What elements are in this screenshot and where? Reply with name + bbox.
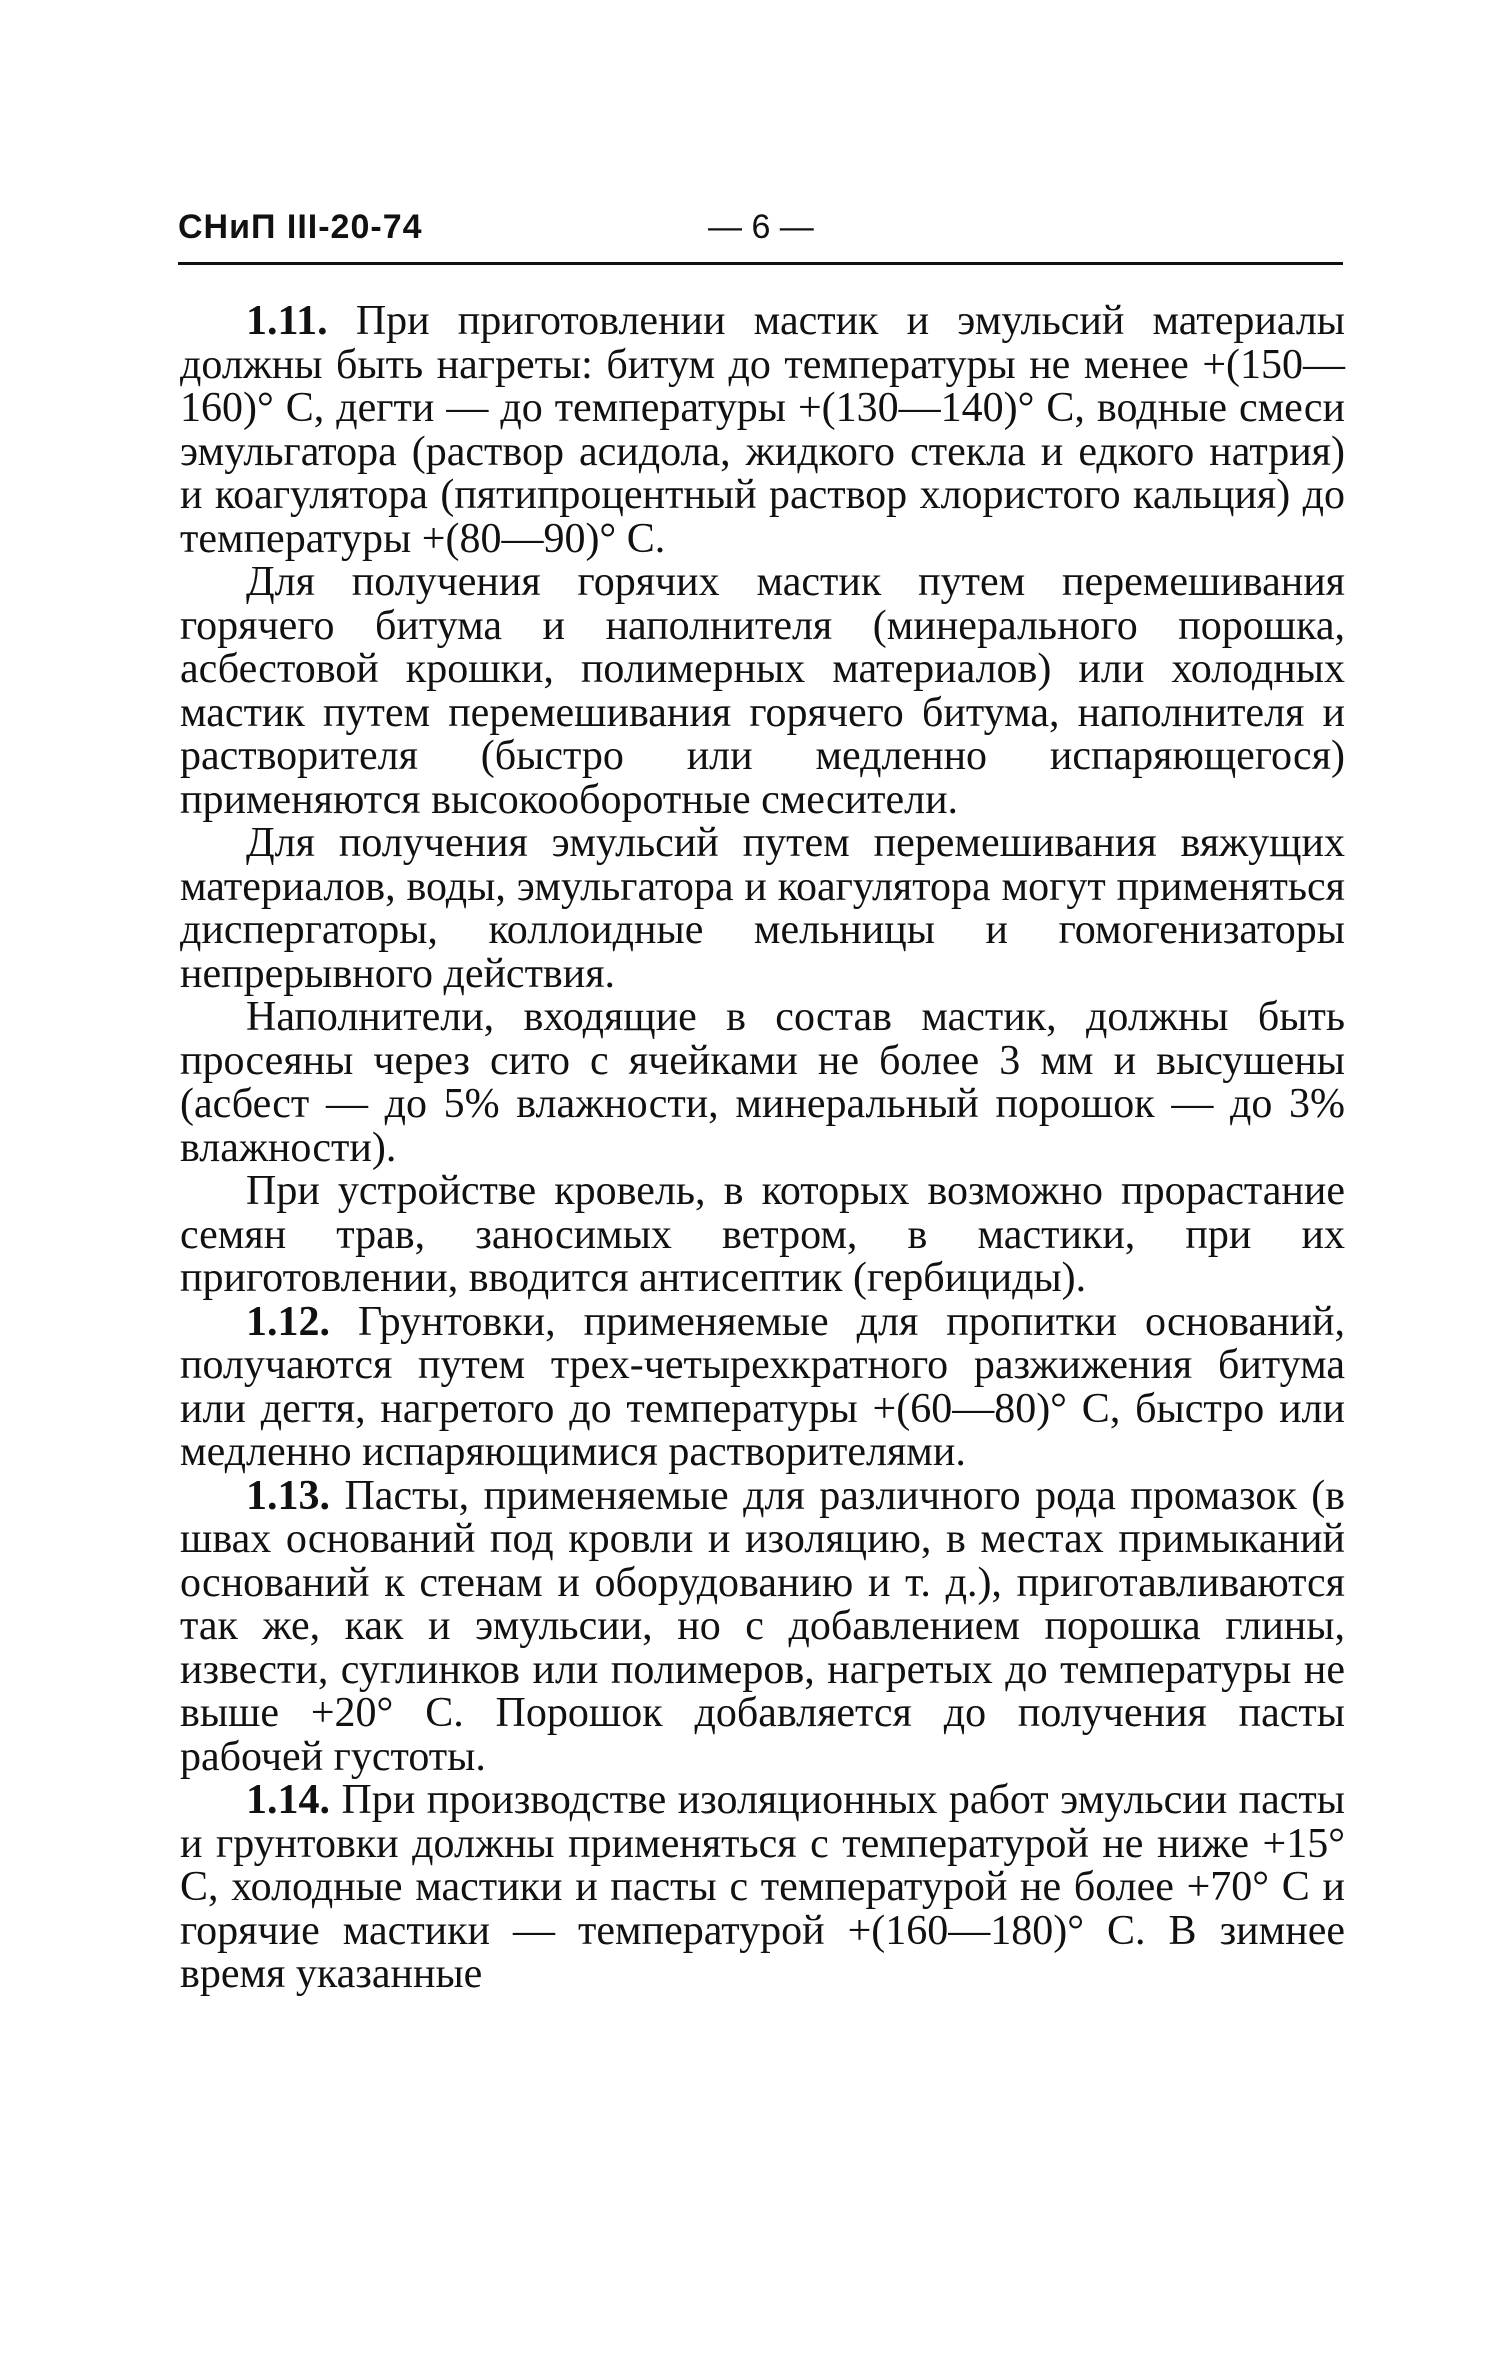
paragraph-emulsions bbox=[180, 822, 1345, 996]
paragraph-1-13 bbox=[180, 1472, 1346, 1780]
paragraph-text: При производстве изоляционных работ эмульсии пасты и грунтовки должны применяться с температурой не ниже +15° С, холодные мастики и пасты с температурой не более +70° С и горячие мастики — температурой +(160—180)° С. В зимнее время указанные bbox=[180, 1777, 1345, 1997]
clause-number: 1.12. bbox=[246, 1298, 330, 1345]
clause-number: 1.11. bbox=[246, 298, 328, 344]
header-divider bbox=[178, 262, 1343, 265]
clause-number: 1.14. bbox=[246, 1777, 330, 1823]
paragraph-1-11 bbox=[180, 300, 1345, 561]
paragraph-1-14 bbox=[180, 1779, 1345, 1997]
paragraph-antiseptic bbox=[180, 1170, 1345, 1301]
clause-number: 1.13. bbox=[246, 1472, 330, 1519]
paragraph-fillers bbox=[180, 996, 1345, 1170]
paragraph-text: При устройстве кровель, в которых возможно прорастание семян трав, заносимых ветром, в мастики, при их приготовлении, вводится антисептик (гербициды). bbox=[180, 1168, 1345, 1301]
body-text bbox=[180, 300, 1345, 1997]
page-header bbox=[178, 208, 1343, 258]
paragraph-text: Для получения горячих мастик путем перемешивания горячего битума и наполнителя (минерального порошка, асбестовой крошки, полимерных материалов) или холодных мастик путем перемешивания горячего битума, наполнителя и растворителя (быстро или медленно испаряющегося) применяются высокооборотные смесители. bbox=[180, 559, 1345, 823]
paragraph-text: При приготовлении мастик и эмульсий материалы должны быть нагреты: битум до температуры не менее +(150—160)° С, дегти — до температуры +(130—140)° С, водные смеси эмульгатора (раствор асидола, жидкого стекла и едкого натрия) и коагулятора (пятипроцентный раствор хлористого кальция) до температуры +(80—90)° С. bbox=[180, 298, 1345, 562]
page-number: — 6 — bbox=[708, 208, 814, 246]
paragraph-hot-mastics bbox=[180, 561, 1345, 822]
paragraph-text: Грунтовки, применяемые для пропитки оснований, получаются путем трех-четырехкратного разжижения битума или дегтя, нагретого до температуры +(60—80)° С, быстро или медленно испаряющимися растворителями. bbox=[180, 1298, 1345, 1475]
document-code: СНиП III-20-74 bbox=[178, 208, 423, 246]
paragraph-text: Наполнители, входящие в состав мастик, должны быть просеяны через сито с ячейками не более 3 мм и высушены (асбест — до 5% влажности, минеральный порошок — до 3% влажности). bbox=[180, 994, 1345, 1171]
paragraph-text: Пасты, применяемые для различного рода промазок (в швах оснований под кровли и изоляцию, в местах примыканий оснований к стенам и оборудованию и т. д.), приготавливаются так же, как и эмульсии, но с добавлением порошка глины, извести, суглинков или полимеров, нагретых до температуры не выше +20° С. Порошок добавляется до получения пасты рабочей густоты. bbox=[180, 1472, 1346, 1780]
paragraph-text: Для получения эмульсий путем перемешивания вяжущих материалов, воды, эмульгатора и коагулятора могут применяться диспергаторы, коллоидные мельницы и гомогенизаторы непрерывного действия. bbox=[180, 820, 1345, 997]
paragraph-1-12 bbox=[180, 1298, 1345, 1475]
